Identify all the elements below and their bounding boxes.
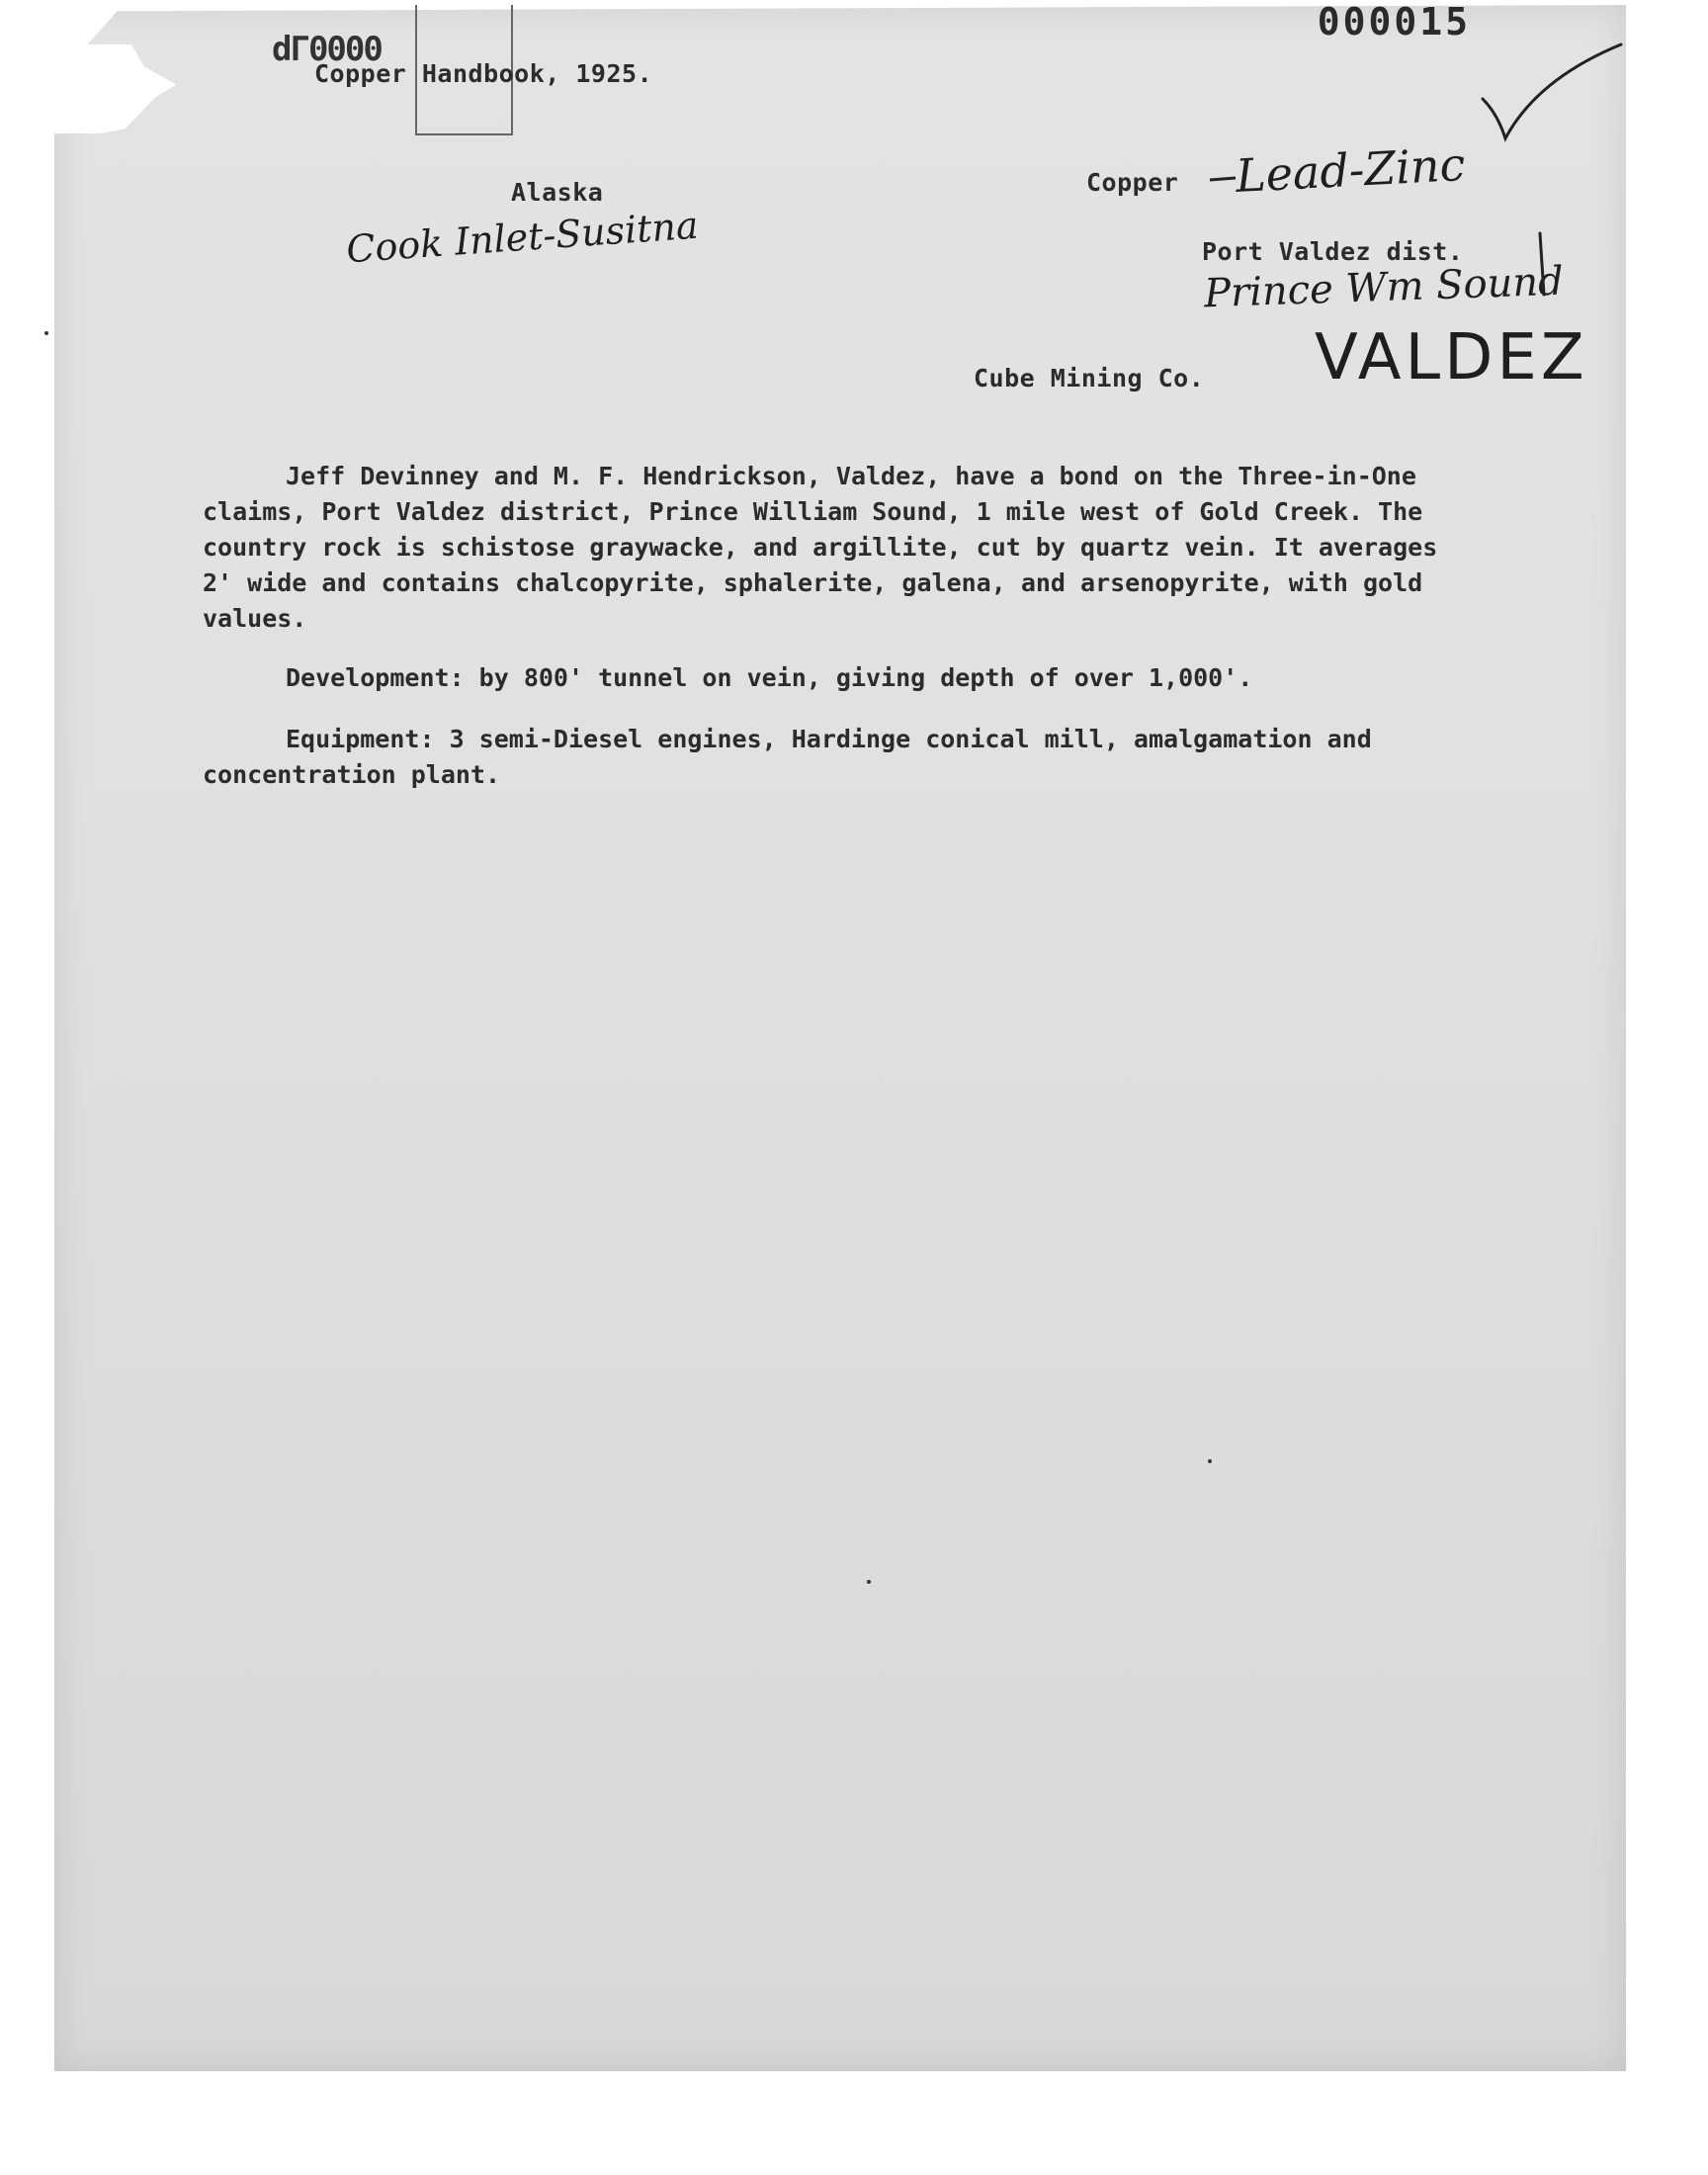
description-paragraph: Jeff Devinney and M. F. Hendrickson, Valdez, have a bond on the Three-in-One claims, Port Valdez district, Prince William Sound, 1 mile west of Gold Creek. The country rock is schistose graywacke, and argillite, cut by quartz vein. It averages 2' wide and contains chalcopyrite, sphalerite, galena, and arsenopyrite, with gold values.	[203, 462, 1438, 633]
handwritten-area: Prince Wm Sound	[1203, 258, 1565, 317]
file-stamp: dΓ0000	[272, 30, 382, 69]
handwritten-commodity: Lead-Zinc	[1234, 136, 1467, 204]
page-number: 000015	[1317, 0, 1471, 44]
bracket-stroke	[1532, 229, 1552, 299]
check-mark-icon	[1478, 40, 1626, 148]
state-label: Alaska	[511, 178, 604, 207]
scan-speck	[44, 331, 48, 335]
scan-speck	[1208, 1459, 1212, 1463]
equipment-paragraph: Equipment: 3 semi-Diesel engines, Hardinge conical mill, amalgamation and concentration plant.	[203, 725, 1372, 789]
dash-stroke	[1208, 168, 1238, 188]
handwritten-location: VALDEZ	[1315, 321, 1588, 394]
scan-speck	[867, 1580, 871, 1584]
handwritten-district: Cook Inlet-Susitna	[344, 203, 700, 272]
development-paragraph: Development: by 800' tunnel on vein, giving depth of over 1,000'.	[286, 663, 1253, 692]
source-citation: Copper Handbook, 1925.	[314, 59, 653, 88]
commodity-label: Copper	[1086, 168, 1179, 197]
company-name: Cube Mining Co.	[974, 364, 1205, 392]
district-label: Port Valdez dist.	[1202, 237, 1464, 266]
document-page	[54, 5, 1626, 2071]
